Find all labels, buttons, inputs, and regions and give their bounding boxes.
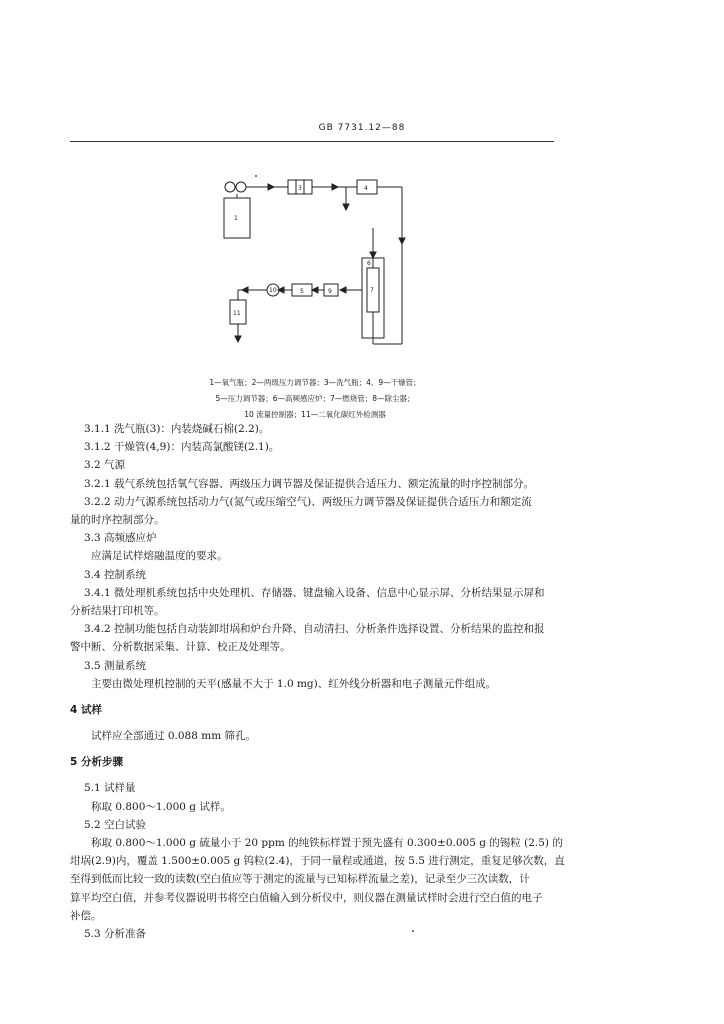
text-line: 3.2.1 载气系统包括氧气容器、两级压力调节器及保证提供合适压力、额定流量的时序控制部分。 [84,478,535,490]
text-line: 称取 0.800～1.000 g 试样。 [91,801,231,813]
fig-label-1: 1 [234,215,238,222]
text-line: 应满足试样熔融温度的要求。 [91,550,228,562]
figure-caption-line-3: 10 流量控制器；11—二氧化碳红外检测器 [244,410,386,419]
text-line: 3.2 气源 [84,459,126,471]
fig-label-5: 5 [300,288,304,295]
text-line: 试样应全部通过 0.088 mm 筛孔。 [91,730,256,742]
scan-speck [412,930,414,932]
fig-label-10: 10 [269,287,277,294]
text-line: 3.4 控制系统 [84,569,147,581]
fig-label-6: 6 [367,260,371,267]
text-line: 3.3 高频感应炉 [84,532,157,544]
section-heading: 5 分析步骤 [70,756,123,768]
text-line: 算平均空白值，并参考仪器说明书将空白值输入到分析仪中，则仪器在测量试样时会进行空白值的电子 [70,892,543,904]
page-header: GB 7731.12—88 [318,123,406,133]
text-line: 5.3 分析准备 [84,928,147,940]
text-line: 警中断、分析数据采集、计算、校正及处理等。 [70,641,291,653]
text-line: 5.2 空白试验 [84,819,147,831]
text-line: 主要由微处理机控制的天平(感量不大于 1.0 mg)、红外线分析器和电子测量元件组成。 [91,678,497,690]
apparatus-diagram [200,168,430,360]
text-line: 至得到低而比较一致的读数(空白值应等于测定的流量与已知标样流量之差)，记录至少三次读数，计 [70,873,530,885]
regulator-circle-a [225,182,235,192]
section-heading: 4 试样 [70,704,102,716]
fig-label-7: 7 [370,287,374,294]
text-line: 3.4.1 微处理机系统包括中央处理机、存储器、键盘输入设备、信息中心显示屏、分析结果显示屏和 [84,587,545,599]
scan-speck [255,175,257,177]
fig-label-9: 9 [328,288,332,295]
text-line: 3.2.2 动力气源系统包括动力气(氮气或压缩空气)、两级压力调节器及保证提供合适压力和额定流 [84,496,532,508]
fig-label-3: 3 [298,185,302,192]
header-rule [70,141,554,142]
text-line: 补偿。 [70,910,102,922]
figure-caption-line-1: 1—氧气瓶；2—两级压力调节器；3—洗气瓶；4、9—干燥管； [209,378,421,387]
regulator-circle-b [236,182,246,192]
text-line: 3.1.1 洗气瓶(3)：内装烧碱石棉(2.2)。 [84,423,270,435]
text-line: 3.5 测量系统 [84,660,147,672]
text-line: 称取 0.800～1.000 g 硫量小于 20 ppm 的纯铁标样置于预先盛有 0.300±0.005 g 的锡粒 (2.5) 的 [91,837,563,849]
figure-caption-line-2: 5—压力调节器；6—高频感应炉；7—燃烧管；8—除尘器； [215,394,415,403]
text-line: 坩埚(2.9)内，覆盖 1.500±0.005 g 钨粒(2.4)，于同一量程或通道，按 5.5 进行测定，重复足够次数，直 [70,855,565,867]
text-line: 量的时序控制部分。 [70,514,165,526]
text-line: 5.1 试样量 [84,782,136,794]
text-line: 分析结果打印机等。 [70,605,165,617]
fig-label-4: 4 [364,185,368,192]
text-line: 3.1.2 干燥管(4,9)：内装高氯酸镁(2.1)。 [84,441,280,453]
fig-label-11: 11 [233,310,241,317]
text-line: 3.4.2 控制功能包括自动装卸坩埚和炉台升降、自动清扫、分析条件选择设置、分析结果的监控和报 [84,623,545,635]
